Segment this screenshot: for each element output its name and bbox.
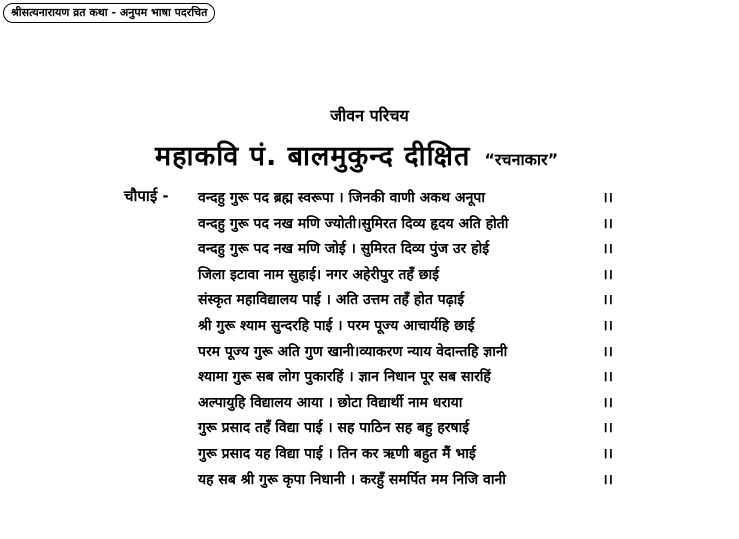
verse-line xyxy=(198,186,613,212)
verse-line xyxy=(198,468,613,494)
verse-line xyxy=(198,288,613,314)
verse-text: वन्दहु गुरू पद नख मणि जोई । सुमिरत दिव्य पुंज उर होई xyxy=(198,241,490,258)
verse-text: परम पूज्य गुरू अति गुण खानी।व्याकरण न्याय वेदान्तहि ज्ञानी xyxy=(198,343,508,360)
verse-text: वन्दहु गुरू पद ब्रह्म स्वरूपा । जिनकी वाणी अकथ अनूपा xyxy=(198,190,485,206)
verse-line xyxy=(198,212,613,238)
verse-text: गुरू प्रसाद तहँ विद्या पाई । सह पाठिन सह बहु हरषाई xyxy=(198,420,470,437)
verse-text: जिला इटावा नाम सुहाई। नगर अहेरीपुर तहँ छाई xyxy=(198,266,439,283)
verse-text: वन्दहु गुरू पद नख मणि ज्योती।सुमिरत दिव्य हृदय अति होती xyxy=(198,215,509,232)
verse-end-mark: ।। xyxy=(602,445,613,462)
verse-end-mark: ।। xyxy=(602,471,613,488)
verse-end-mark: ।। xyxy=(602,292,613,309)
header-tag: श्रीसत्यनारायण व्रत कथा - अनुपम भाषा पदरचित xyxy=(3,3,215,23)
verse-end-mark: ।। xyxy=(602,343,613,360)
page-title: महाकवि पं. बालमुकुन्द दीक्षित xyxy=(155,141,471,172)
verse-line xyxy=(198,340,613,366)
verse-line xyxy=(198,442,613,468)
verse-line xyxy=(198,263,613,289)
verse-label: चौपाई - xyxy=(124,187,169,205)
verse-list xyxy=(198,186,613,493)
verse-text: संस्कृत महाविद्यालय पाई । अति उत्तम तहँ होत पढ़ाई xyxy=(198,292,465,309)
verse-text: अल्पायुहि विद्यालय आया । छोटा विद्यार्थी नाम धराया xyxy=(198,394,463,411)
verse-end-mark: ।। xyxy=(602,190,613,206)
subtitle: जीवन परिचय xyxy=(330,106,409,125)
verse-text: गुरू प्रसाद यह विद्या पाई । तिन कर ऋणी बहुत मैं भाई xyxy=(198,445,476,462)
verse-text: श्यामा गुरू सब लोग पुकारहिं । ज्ञान निधान पूर सब सारहिं xyxy=(198,369,491,386)
verse-end-mark: ।। xyxy=(602,420,613,437)
verse-end-mark: ।। xyxy=(602,215,613,232)
verse-line xyxy=(198,391,613,417)
verse-text: यह सब श्री गुरू कृपा निधानी । करहुँ समर्पित मम निजि वानी xyxy=(198,471,506,488)
verse-end-mark: ।। xyxy=(602,394,613,411)
verse-end-mark: ।। xyxy=(602,317,613,334)
verse-end-mark: ।। xyxy=(602,369,613,386)
verse-line xyxy=(198,237,613,263)
verse-line xyxy=(198,314,613,340)
verse-end-mark: ।। xyxy=(602,241,613,258)
verse-line xyxy=(198,365,613,391)
title-role: “रचनाकार” xyxy=(484,150,559,169)
title-row xyxy=(155,136,558,173)
verse-line xyxy=(198,416,613,442)
verse-end-mark: ।। xyxy=(602,266,613,283)
verse-text: श्री गुरू श्याम सुन्दरहि पाई । परम पूज्य आचार्यहि छाई xyxy=(198,317,475,334)
